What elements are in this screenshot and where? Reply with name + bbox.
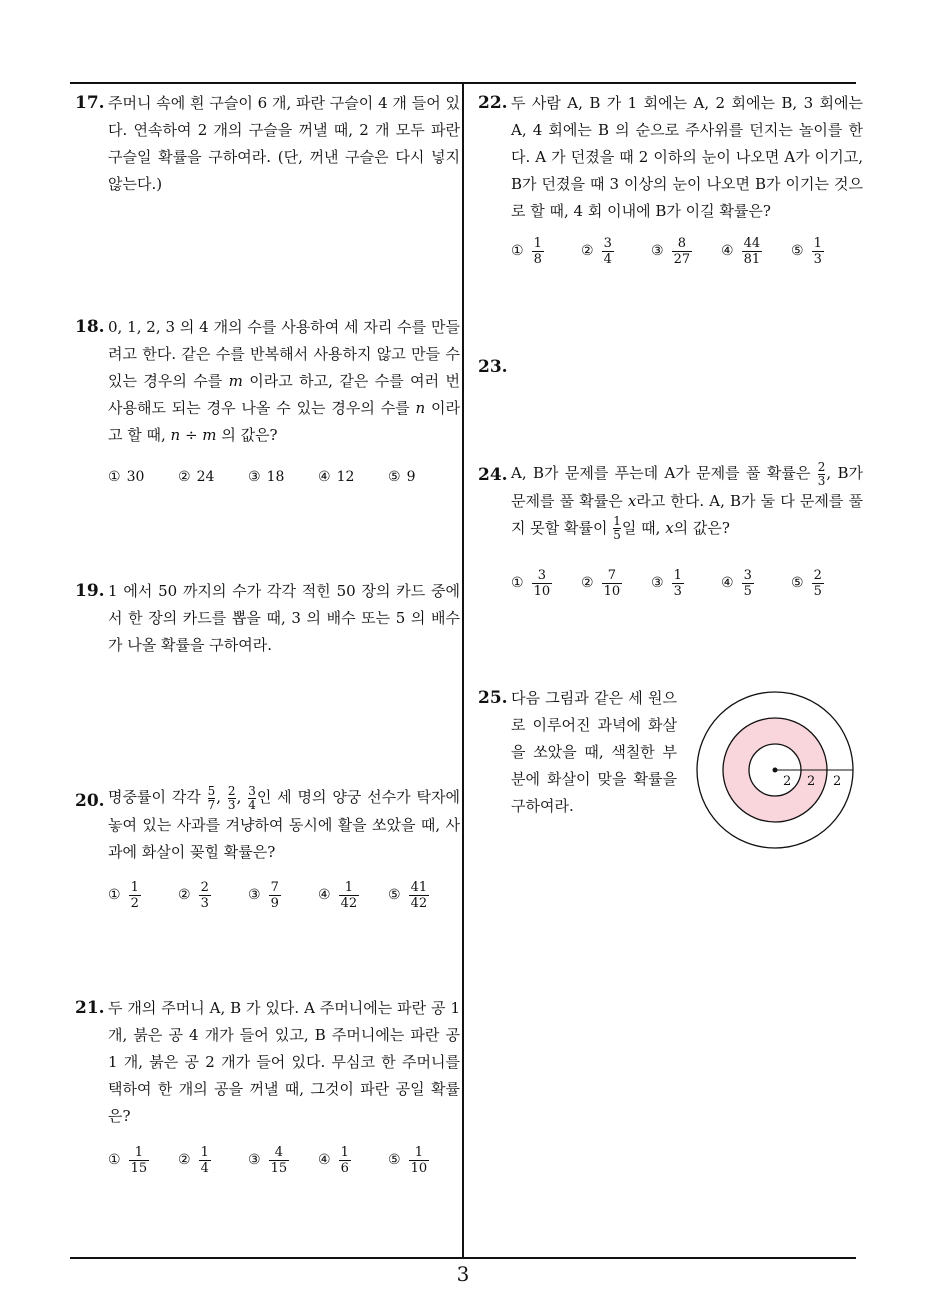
choice-4[interactable]: ④ $\frac{3}{5}$ [721, 568, 752, 599]
choice-2[interactable]: ② $\frac{7}{10}$ [581, 568, 621, 599]
choice-2[interactable]: ② $\frac{2}{3}$ [178, 880, 209, 911]
question-22 [478, 90, 863, 267]
answer-choices [108, 464, 458, 491]
question-number: 18. [75, 317, 105, 337]
choice-3[interactable]: ③ $\frac{1}{3}$ [651, 568, 682, 599]
question-text: 명중률이 각각 $\frac{5}{7}$ , $\frac{2}{3}$ , $\frac{3}{4}$ 인 세 명의 양궁 선수가 탁자에 놓여 있는 사과를 겨냥하여 동시에 활을 쏘았을 때, 사과에 화살이 꽂힐 확률은? [108, 783, 460, 861]
choice-5[interactable]: ⑤ $\frac{1}{10}$ [388, 1145, 428, 1176]
target-figure [695, 690, 865, 860]
choice-3[interactable]: ③ 18 [248, 469, 285, 485]
radius-label-1: 2 [783, 774, 792, 789]
choice-5[interactable]: ⑤ 9 [388, 469, 416, 485]
choice-1[interactable]: ① $\frac{1}{8}$ [511, 236, 542, 267]
answer-choices [511, 568, 861, 599]
question-text: 주머니 속에 흰 구슬이 6 개, 파란 구슬이 4 개 들어 있다. 연속하여 2 개의 구슬을 꺼낼 때, 2 개 모두 파란 구슬일 확률을 구하여라. (단, 꺼낸 구슬은 다시 넣지 않는다.) [108, 94, 460, 193]
choice-5[interactable]: ⑤ $\frac{2}{5}$ [791, 568, 822, 599]
choice-3[interactable]: ③ $\frac{8}{27}$ [651, 236, 691, 267]
choice-1[interactable]: ① $\frac{1}{2}$ [108, 880, 139, 911]
question-number: 21. [75, 998, 105, 1018]
question-text: A, B가 문제를 푸는데 A가 문제를 풀 확률은 $\frac{2}{3}$ , B가 문제를 풀 확률은 x라고 한다. A, B가 둘 다 문제를 풀지 못할 확률이 $\frac{1}{5}$ 일 때, x의 값은? [511, 459, 863, 542]
question-number: 19. [75, 581, 105, 601]
question-19 [75, 578, 460, 659]
choice-1[interactable]: ① $\frac{3}{10}$ [511, 568, 551, 599]
choice-4[interactable]: ④ $\frac{1}{6}$ [318, 1145, 349, 1176]
question-text: 1 에서 50 까지의 수가 각각 적힌 50 장의 카드 중에서 한 장의 카드를 뽑을 때, 3 의 배수 또는 5 의 배수가 나올 확률을 구하여라. [108, 582, 460, 654]
question-18 [75, 314, 461, 485]
question-number: 25. [478, 688, 508, 708]
choice-4[interactable]: ④ $\frac{44}{81}$ [721, 236, 761, 267]
radius-label-2: 2 [807, 774, 816, 789]
question-24 [478, 459, 863, 599]
question-21 [75, 995, 460, 1176]
choice-2[interactable]: ② $\frac{3}{4}$ [581, 236, 612, 267]
column-divider [462, 82, 464, 1258]
question-number: 20. [75, 791, 105, 811]
question-number: 23. [478, 357, 508, 377]
choice-4[interactable]: ④ 12 [318, 469, 355, 485]
question-25 [478, 685, 678, 820]
question-number: 22. [478, 93, 508, 113]
bottom-rule [70, 1257, 856, 1259]
choice-5[interactable]: ⑤ $\frac{1}{3}$ [791, 236, 822, 267]
question-text: 두 사람 A, B 가 1 회에는 A, 2 회에는 B, 3 회에는 A, 4 회에는 B 의 순으로 주사위를 던지는 놀이를 한다. A 가 던졌을 때 2 이하의 눈이 나오면 A가 이기고, B가 던졌을 때 3 이상의 눈이 나오면 B가 이기는 것으로 할 때, 4 회 이내에 B가 이길 확률은? [511, 94, 863, 220]
question-text: 0, 1, 2, 3 의 4 개의 수를 사용하여 세 자리 수를 만들려고 한다. 같은 수를 반복해서 사용하지 않고 만들 수 있는 경우의 수를 m 이라고 하고, 같은 수를 여러 번 사용해도 되는 경우 나올 수 있는 경우의 수를 n 이라고 할 때, n ÷ m 의 값은? [108, 318, 461, 444]
question-number: 24. [478, 465, 508, 485]
answer-choices [511, 236, 861, 267]
choice-2[interactable]: ② 24 [178, 469, 215, 485]
choice-4[interactable]: ④ $\frac{1}{42}$ [318, 880, 358, 911]
choice-2[interactable]: ② $\frac{1}{4}$ [178, 1145, 209, 1176]
question-20 [75, 783, 460, 911]
radius-label-3: 2 [833, 774, 842, 789]
choice-1[interactable]: ① $\frac{1}{15}$ [108, 1145, 148, 1176]
question-17 [75, 90, 460, 198]
question-number: 17. [75, 93, 105, 113]
center-dot [773, 768, 778, 773]
question-text: 두 개의 주머니 A, B 가 있다. A 주머니에는 파란 공 1 개, 붉은 공 4 개가 들어 있고, B 주머니에는 파란 공 1 개, 붉은 공 2 개가 들어 있다. 무심코 한 주머니를 택하여 한 개의 공을 꺼낼 때, 그것이 파란 공일 확률은? [108, 999, 460, 1125]
choice-1[interactable]: ① 30 [108, 469, 145, 485]
question-text: 다음 그림과 같은 세 원으로 이루어진 과녁에 화살을 쏘았을 때, 색칠한 부분에 화살이 맞을 확률을 구하여라. [511, 689, 677, 815]
choice-3[interactable]: ③ $\frac{4}{15}$ [248, 1145, 288, 1176]
choice-3[interactable]: ③ $\frac{7}{9}$ [248, 880, 279, 911]
choice-5[interactable]: ⑤ $\frac{41}{42}$ [388, 880, 428, 911]
answer-choices [108, 1145, 458, 1176]
answer-choices [108, 880, 458, 911]
page-number: 3 [456, 1262, 470, 1286]
